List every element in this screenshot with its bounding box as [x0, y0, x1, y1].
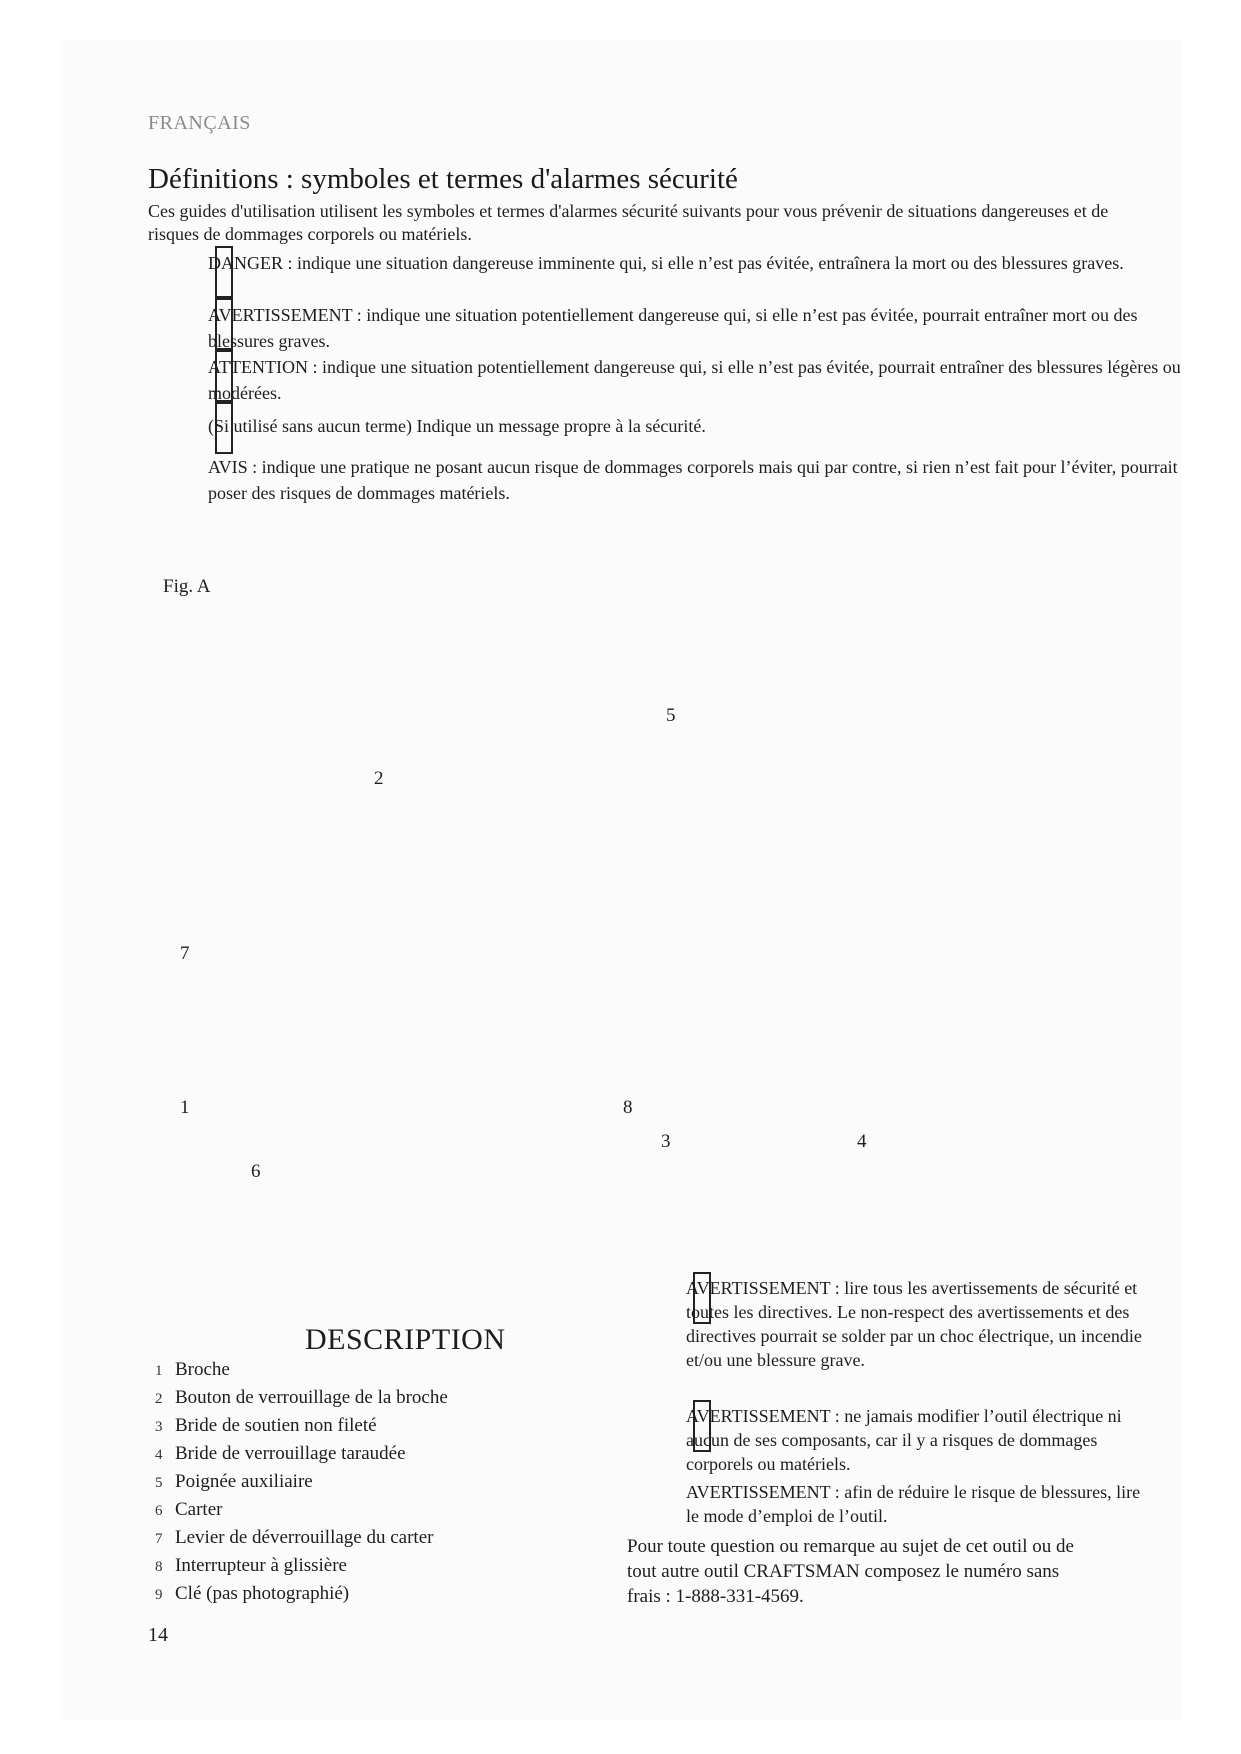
figure-callout: 3	[661, 1131, 671, 1152]
item-label: Levier de déverrouillage du carter	[175, 1527, 434, 1548]
contact-info: Pour toute question ou remarque au sujet de cet outil ou de tout autre outil CRAFTSMAN composez le numéro sans frais : 1-888-331-4569.	[627, 1536, 1074, 1607]
definition-safety-message: (Si utilisé sans aucun terme) Indique un message propre à la sécurité.	[208, 416, 706, 436]
warning-read-manual: AVERTISSEMENT : afin de réduire le risque de blessures, lire le mode d’emploi de l’outil.	[686, 1482, 1141, 1526]
item-number: 9	[155, 1587, 163, 1603]
figure-callout: 6	[251, 1161, 261, 1182]
definition-notice: AVIS : indique une pratique ne posant aucun risque de dommages corporels mais qui par contre, si rien n’est fait pour l’éviter, pourrait poser des risques de dommages matériels.	[208, 457, 1178, 503]
list-item	[155, 1384, 448, 1412]
warning-no-modification: AVERTISSEMENT : ne jamais modifier l’outil électrique ni aucun de ses composants, car il y a risques de dommages corporels ou matériels.	[686, 1406, 1122, 1474]
figure-label: Fig. A	[163, 576, 211, 597]
item-label: Carter	[175, 1499, 223, 1520]
figure-callout: 4	[857, 1131, 867, 1152]
list-item	[155, 1440, 448, 1468]
item-label: Bride de verrouillage taraudée	[175, 1443, 406, 1464]
description-list	[155, 1356, 448, 1608]
item-number: 7	[155, 1531, 163, 1547]
item-label: Bouton de verrouillage de la broche	[175, 1387, 448, 1408]
list-item	[155, 1524, 448, 1552]
item-label: Interrupteur à glissière	[175, 1555, 347, 1576]
list-item	[155, 1496, 448, 1524]
item-number: 8	[155, 1559, 163, 1575]
item-number: 3	[155, 1419, 163, 1435]
item-label: Clé (pas photographié)	[175, 1583, 350, 1604]
item-number: 1	[155, 1363, 163, 1379]
page-number: 14	[148, 1624, 168, 1646]
figure-callout: 8	[623, 1097, 633, 1118]
language-label: FRANÇAIS	[148, 112, 251, 134]
warning-read-instructions: AVERTISSEMENT : lire tous les avertissements de sécurité et toutes les directives. Le non-respect des avertissements et des directives pourrait se solder par un choc électrique, un incendie et/ou une blessure grave.	[686, 1278, 1142, 1370]
definition-danger: DANGER : indique une situation dangereuse imminente qui, si elle n’est pas évitée, entraînera la mort ou des blessures graves.	[208, 253, 1124, 273]
definitions-intro: Ces guides d'utilisation utilisent les symboles et termes d'alarmes sécurité suivants pour vous prévenir de situations dangereuses et de risques de dommages corporels ou matériels.	[148, 201, 1109, 244]
list-item	[155, 1356, 448, 1384]
definition-caution: ATTENTION : indique une situation potentiellement dangereuse qui, si elle n’est pas évitée, pourrait entraîner des blessures légères ou modérées.	[208, 357, 1181, 403]
description-title: DESCRIPTION	[305, 1323, 506, 1356]
item-label: Bride de soutien non fileté	[175, 1415, 377, 1436]
item-number: 2	[155, 1391, 163, 1407]
definitions-title: Définitions : symboles et termes d'alarmes sécurité	[148, 163, 738, 195]
list-item	[155, 1412, 448, 1440]
figure-callout: 1	[180, 1097, 190, 1118]
figure-callout: 7	[180, 943, 190, 964]
item-label: Broche	[175, 1359, 230, 1380]
item-label: Poignée auxiliaire	[175, 1471, 313, 1492]
item-number: 4	[155, 1447, 163, 1463]
definition-warning: AVERTISSEMENT : indique une situation potentiellement dangereuse qui, si elle n’est pas évitée, pourrait entraîner mort ou des blessures graves.	[208, 305, 1138, 351]
item-number: 6	[155, 1503, 163, 1519]
item-number: 5	[155, 1475, 163, 1491]
figure-callout: 2	[374, 768, 384, 789]
figure-callout: 5	[666, 705, 676, 726]
list-item	[155, 1580, 448, 1608]
list-item	[155, 1468, 448, 1496]
list-item	[155, 1552, 448, 1580]
